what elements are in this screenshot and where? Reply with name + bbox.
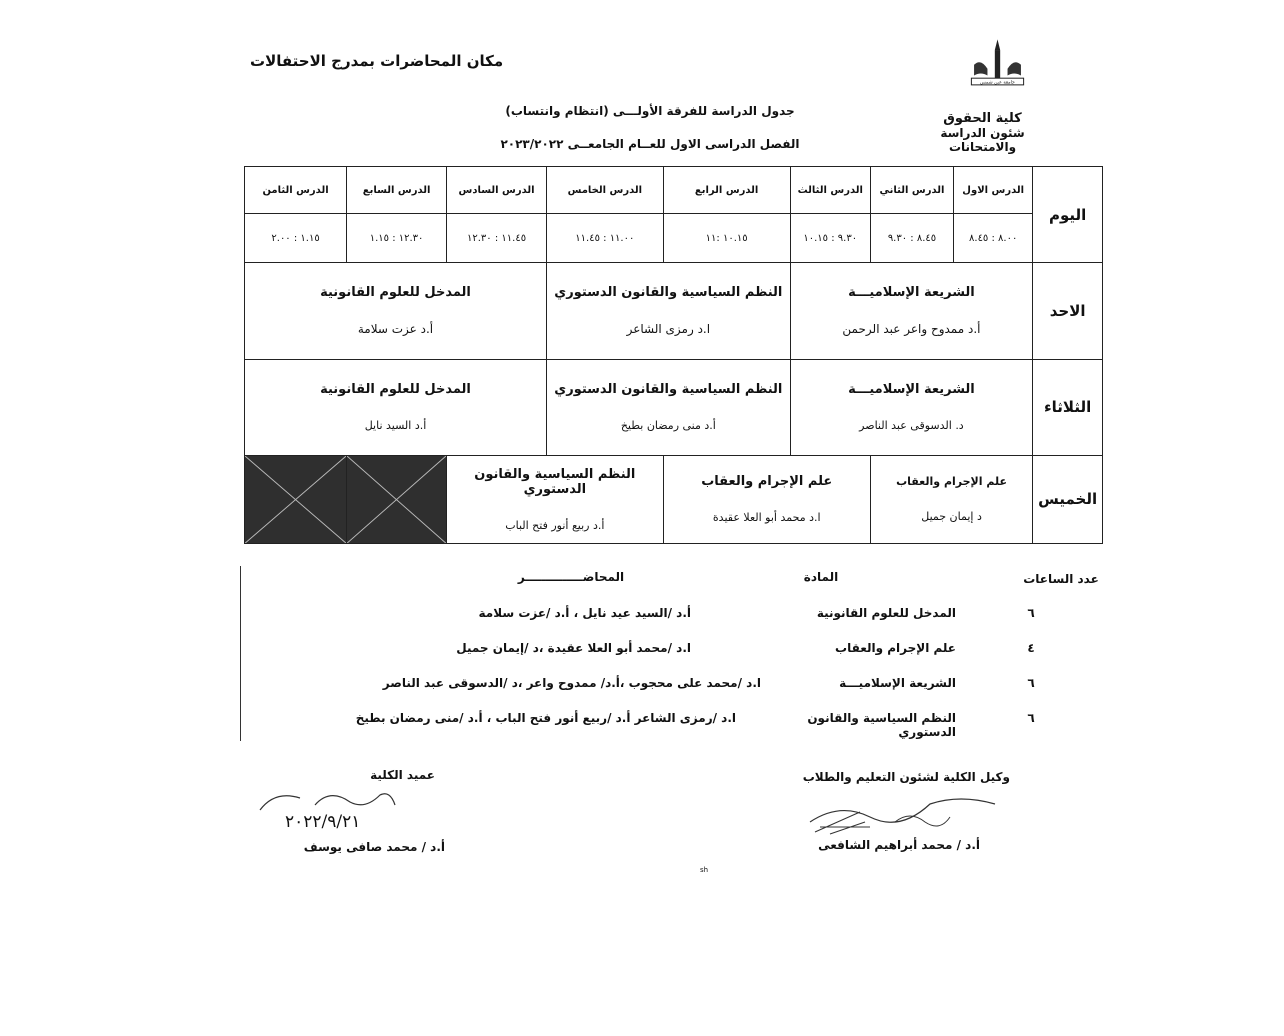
day-name: الثلاثاء: [1033, 359, 1103, 455]
course-name: النظم السياسية والقانون الدستوري: [554, 285, 783, 301]
period-label: الدرس الاول: [954, 167, 1033, 214]
summary-lecturer: ا.د /محمد على محجوب ،أ.د/ ممدوح واعر ،د /الدسوقى عبد الناصر: [382, 676, 761, 690]
summary-hours-header: عدد الساعات: [1023, 572, 1099, 586]
class-slot: [790, 263, 1033, 359]
cross-icon: [347, 456, 446, 543]
course-name: علم الإجرام والعقاب: [896, 475, 1007, 489]
blocked-slot: [347, 455, 447, 543]
faculty-name: كلية الحقوق: [943, 111, 1022, 126]
dean-signature-date: ٢٠٢٢/٩/٢١: [285, 812, 361, 832]
day-name: الاحد: [1033, 263, 1103, 359]
professor-name: د إيمان جميل: [921, 510, 982, 524]
summary-lecturer-header: المحاضــــــــــــــر: [517, 570, 625, 584]
university-logo-icon: [950, 38, 1045, 113]
vice-dean-name: أ.د / محمد أبراهيم الشافعى: [818, 838, 980, 852]
semester-title: الفصل الدراسى الاول للعــام الجامعــى ٢٠٢٣/٢٠٢٢: [500, 137, 800, 151]
period-time: ١.١٥ : ٢.٠٠: [245, 214, 347, 263]
schedule-table: [244, 166, 1103, 544]
period-time: ١١.٠٠ : ١١.٤٥: [547, 214, 664, 263]
class-slot: [245, 263, 547, 359]
period-header-row: [245, 167, 1103, 214]
professor-name: ا.د محمد أبو العلا عقيدة: [712, 511, 821, 525]
period-time: ١٢.٣٠ : ١.١٥: [347, 214, 447, 263]
summary-hours: ٦: [1027, 711, 1035, 725]
summary-hours: ٤: [1027, 641, 1035, 655]
footer-mark: sh: [700, 866, 709, 874]
class-slot: [547, 263, 791, 359]
course-name: النظم السياسية والقانون الدستوري: [554, 382, 783, 398]
course-name: المدخل للعلوم القانونية: [320, 285, 471, 301]
summary-lecturer: ا.د /رمزى الشاعر أ.د /ربيع أنور فتح الباب ، أ.د /منى رمضان بطيخ: [355, 711, 736, 725]
dean-name: أ.د / محمد صافى يوسف: [303, 840, 445, 854]
summary-subject: الشريعة الإسلاميـــة: [839, 676, 956, 690]
summary-subject: علم الإجرام والعقاب: [835, 641, 956, 655]
course-name: علم الإجرام والعقاب: [701, 474, 833, 490]
day-row-sunday: [245, 263, 1103, 359]
summary-lecturer: ا.د /محمد أبو العلا عقيدة ،د /إيمان جميل: [456, 641, 691, 655]
professor-name: ا.د رمزى الشاعر: [626, 322, 711, 337]
summary-hours: ٦: [1027, 606, 1035, 620]
professor-name: أ.د ربيع أنور فتح الباب: [505, 518, 605, 532]
class-slot: [547, 359, 791, 455]
course-name: النظم السياسية والقانون الدستوري: [474, 466, 636, 497]
summary-subject: النظم السياسية والقانون الدستوري: [807, 711, 956, 739]
class-slot: [870, 455, 1032, 543]
day-row-tuesday: [245, 359, 1103, 455]
period-label: الدرس السادس: [447, 167, 547, 214]
period-label: الدرس الثالث: [790, 167, 870, 214]
period-time: ٨.٠٠ : ٨.٤٥: [954, 214, 1033, 263]
period-time-row: [245, 214, 1103, 263]
period-label: الدرس الثامن: [245, 167, 347, 214]
class-slot: [447, 455, 664, 543]
period-time: ٨.٤٥ : ٩.٣٠: [870, 214, 953, 263]
course-summary: [240, 566, 1101, 741]
cross-icon: [245, 456, 346, 543]
faculty-heading: [920, 112, 1045, 154]
day-row-thursday: [245, 455, 1103, 543]
period-time: ١١.٤٥ : ١٢.٣٠: [447, 214, 547, 263]
class-slot: [245, 359, 547, 455]
course-name: الشريعة الإسلاميـــة: [848, 285, 975, 301]
period-time: ٩.٣٠ : ١٠.١٥: [790, 214, 870, 263]
class-slot: [663, 455, 870, 543]
blocked-slot: [245, 455, 347, 543]
summary-hours: ٦: [1027, 676, 1035, 690]
period-label: الدرس الثاني: [870, 167, 953, 214]
day-column-header: اليوم: [1033, 167, 1103, 263]
professor-name: أ.د السيد نايل: [364, 419, 427, 433]
summary-lecturer: أ.د /السيد عيد نايل ، أ.د /عزت سلامة: [478, 606, 691, 620]
professor-name: أ.د عزت سلامة: [357, 322, 434, 337]
course-name: الشريعة الإسلاميـــة: [848, 382, 975, 398]
faculty-department: شئون الدراسة والامتحانات: [940, 126, 1025, 154]
vice-dean-title: وكيل الكلية لشئون التعليم والطلاب: [802, 770, 1010, 784]
period-label: الدرس الرابع: [663, 167, 790, 214]
vice-dean-signature: [800, 782, 1010, 840]
dean-title: عميد الكلية: [370, 768, 435, 782]
period-label: الدرس الخامس: [547, 167, 664, 214]
class-slot: [790, 359, 1033, 455]
period-time: ١٠.١٥ :١١: [663, 214, 790, 263]
course-name: المدخل للعلوم القانونية: [320, 382, 471, 398]
professor-name: أ.د منى رمضان بطيخ: [620, 419, 716, 433]
schedule-title: جدول الدراسة للفرقة الأولـــى (انتظام وانتساب): [505, 104, 795, 118]
lecture-venue: مكان المحاضرات بمدرج الاحتفالات: [250, 52, 504, 70]
day-name: الخميس: [1033, 455, 1103, 543]
professor-name: د. الدسوقى عبد الناصر: [859, 419, 964, 433]
professor-name: أ.د ممدوح واعر عبد الرحمن: [842, 322, 981, 337]
summary-subject-header: المادة: [803, 570, 839, 584]
period-label: الدرس السابع: [347, 167, 447, 214]
summary-subject: المدخل للعلوم القانونية: [816, 606, 956, 620]
logo-text: جامعة عين شمس: [980, 80, 1015, 86]
